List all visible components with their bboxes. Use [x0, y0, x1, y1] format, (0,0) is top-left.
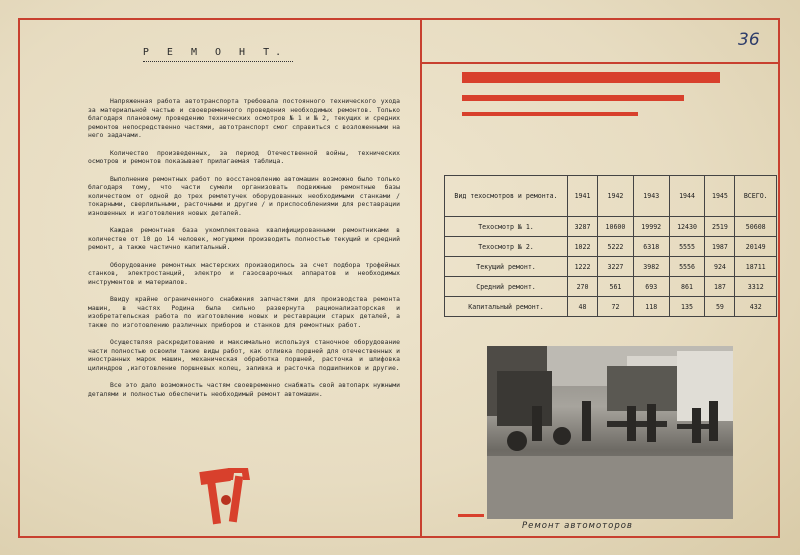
red-bar-second: [462, 95, 684, 101]
row-label: Техосмотр № 2.: [445, 237, 568, 257]
table-row: [445, 257, 777, 277]
paragraph: Все это дало возможность частям своевременно снабжать свой автопарк нужными деталями и полностью обеспечить необходимый ремонт автомашин.: [88, 381, 400, 398]
table-cell: 2519: [705, 217, 735, 237]
header-total: ВСЕГО.: [735, 176, 777, 217]
row-label: Техосмотр № 1.: [445, 217, 568, 237]
header-year: 1941: [568, 176, 598, 217]
red-bar-third: [462, 112, 638, 116]
table-row: [445, 237, 777, 257]
row-label: Капитальный ремонт.: [445, 297, 568, 317]
workshop-photo-scene: [487, 346, 733, 519]
table-cell: 20149: [735, 237, 777, 257]
paragraph: Осуществляя раскредитование и максимально используя станочное оборудование части полностью освоили такие виды работ, как отливка поршней для отечественных и иностранных марок машин, механическая обработка поршней, расточка и шлифовка цилиндров ,изготовление поршневых колец, заливка и расточка подшипников и другие.: [88, 338, 400, 372]
header-year: 1945: [705, 176, 735, 217]
table-cell: 10600: [598, 217, 634, 237]
row-label: Текущий ремонт.: [445, 257, 568, 277]
table-cell: 5222: [598, 237, 634, 257]
top-right-rule: [420, 62, 780, 64]
table-cell: 50608: [735, 217, 777, 237]
table-cell: 924: [705, 257, 735, 277]
red-bar-bottom-left: [458, 514, 484, 517]
section-title: Р Е М О Н Т.: [142, 47, 288, 58]
photo-caption: Ремонт автомоторов: [522, 521, 633, 531]
body-text: [88, 97, 400, 407]
row-label: Средний ремонт.: [445, 277, 568, 297]
repairs-table: [444, 175, 777, 317]
table-cell: 3312: [735, 277, 777, 297]
paragraph: Выполнение ремонтных работ по восстановлению автомашин возможно было только благодаря тому, что части сумели организовать подвижные ремонтные базы количеством от одной до трех ремлетучек оборудованных необходимыми станками / токарными, сверлильными, расточными и другие / и приспособлениями для реставрации изношенных и изготовления новых деталей.: [88, 174, 400, 217]
table-cell: 5555: [669, 237, 705, 257]
page-number: 36: [738, 30, 760, 50]
table-cell: 3287: [568, 217, 598, 237]
table-cell: 1987: [705, 237, 735, 257]
center-divider-line: [420, 18, 422, 538]
table-cell: 270: [568, 277, 598, 297]
table-cell: 432: [735, 297, 777, 317]
paragraph: Напряженная работа автотранспорта требовала постоянного технического ухода за материальной частью и своевременного проведения необходимых ремонтов. Только благодаря плановому проведению технических осмотров № 1 и № 2, текущих и средних ремонтов непосредственно частями, автотранспорт смог справиться с возложенными на него задачами.: [88, 97, 400, 139]
table-cell: 19992: [633, 217, 669, 237]
header-year: 1944: [669, 176, 705, 217]
table-row: [445, 217, 777, 237]
table-cell: 861: [669, 277, 705, 297]
table-cell: 135: [669, 297, 705, 317]
table-cell: 1022: [568, 237, 598, 257]
table-row: [445, 277, 777, 297]
table-cell: 5556: [669, 257, 705, 277]
hammer-wrench-emblem-icon: [198, 466, 260, 526]
title-underline: [143, 61, 293, 62]
paragraph: Оборудование ремонтных мастерских производилось за счет подбора трофейных станков, электростанций, электро и газосварочных аппаратов и необходимых инструментов и материалов.: [88, 260, 400, 286]
table-cell: 48: [568, 297, 598, 317]
table-cell: 12430: [669, 217, 705, 237]
table-cell: 18711: [735, 257, 777, 277]
table-cell: 187: [705, 277, 735, 297]
table-cell: 561: [598, 277, 634, 297]
table-cell: 693: [633, 277, 669, 297]
table-row: [445, 297, 777, 317]
paragraph: Ввиду крайне ограниченного снабжения запчастями для производства ремонта машин, в частях Родина была сильно развернута рационализаторская и изобретательская работа по изготовлению новых и реставрации старых деталей, а также по изготовлению различных приборов и станков для ремонтных работ.: [88, 295, 400, 329]
table-cell: 118: [633, 297, 669, 317]
table-cell: 72: [598, 297, 634, 317]
header-year: 1943: [633, 176, 669, 217]
paragraph: Каждая ремонтная база укомплектована квалифицированными ремонтниками в количестве от 10 до 14 человек, могущими производить полностью текущий и средний ремонт, а также частично капитальный.: [88, 226, 400, 251]
table-cell: 3227: [598, 257, 634, 277]
workshop-photo: [487, 346, 733, 519]
header-year: 1942: [598, 176, 634, 217]
red-bar-top: [462, 72, 720, 83]
paragraph: Количество произведенных, за период Отечественной войны, технических осмотров и ремонтов показывает прилагаемая таблица.: [88, 148, 400, 165]
table-cell: 59: [705, 297, 735, 317]
table-header-row: [445, 176, 777, 217]
table-cell: 6318: [633, 237, 669, 257]
table-cell: 3982: [633, 257, 669, 277]
header-label: Вид техосмотров и ремонта.: [445, 176, 568, 217]
table-cell: 1222: [568, 257, 598, 277]
